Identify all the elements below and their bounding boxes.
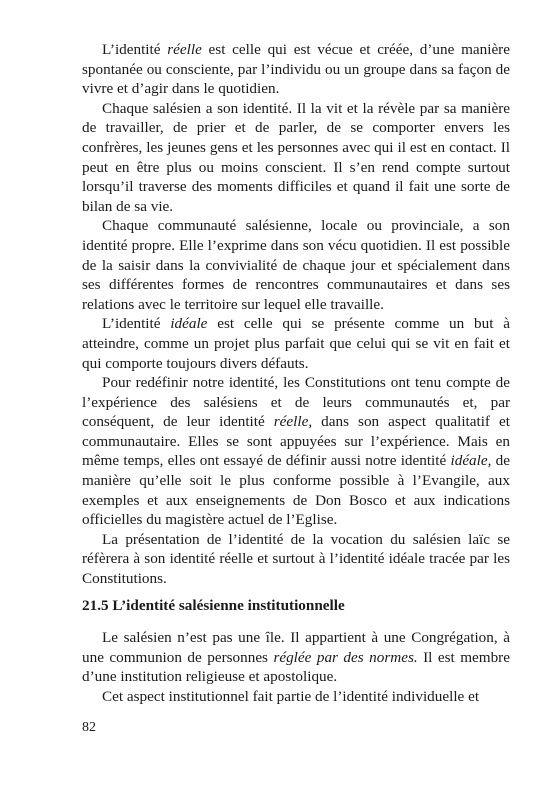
paragraph-ile: Le salésien n’est pas une île. Il appartient à une Congrégation, à une communion de personnes réglée par des normes. Il est membre d’une institution religieuse et apostolique. xyxy=(82,629,510,686)
paragraph-aspect: Cet aspect institutionnel fait partie de l’identité individuelle et xyxy=(102,687,480,705)
page-number: 82 xyxy=(82,720,96,735)
paragraph-ideale: L’identité idéale est celle qui se présente comme un but à atteindre, comme un projet plus parfait que celui qui se vit en fait et qui comporte toujours divers défauts. xyxy=(82,315,510,372)
section-heading: 21.5 L’identité salésienne institutionnelle xyxy=(82,597,345,614)
paragraph-constitutions: Pour redéfinir notre identité, les Constitutions ont tenu compte de l’expérience des salésiens et de leurs communautés et, par conséquent, de leur identité réelle, dans son aspect qualitatif et communautaire. Elles se sont appuyées sur l’expérience. Mais en même temps, elles ont essayé de définir aussi notre identité idéale, de manière qu’elle soit le plus conforme possible à l’Evangile, aux exemples et aux enseignements de Don Bosco et aux indications officielles du magistère actuel de l’Eglise. xyxy=(82,374,510,529)
paragraph-presentation: La présentation de l’identité de la vocation du salésien laïc se réfèrera à son identité réelle et surtout à l’identité idéale tracée par les Constitutions. xyxy=(82,530,510,588)
body-text-2 xyxy=(82,628,510,706)
paragraph-salesien: Chaque salésien a son identité. Il la vit et la révèle par sa manière de travailler, de prier et de parler, de se comporter envers les confrères, les jeunes gens et les personnes avec qui il est en contact. Il peut en être plus ou moins conscient. Il s’en rend compte surtout lorsqu’il traverse des moments difficiles et quand il fait une sorte de bilan de sa vie. xyxy=(82,99,510,215)
body-text xyxy=(82,40,510,589)
paragraph-reelle: L’identité réelle est celle qui est vécue et créée, d’une manière spontanée ou consciente, par l’individu ou un groupe dans sa façon de vivre et d’agir dans le quotidien. xyxy=(82,41,510,98)
paragraph-communaute: Chaque communauté salésienne, locale ou provinciale, a son identité propre. Elle l’exprime dans son vécu quotidien. Il est possible de la saisir dans la convivialité de chaque jour et spécialement dans ses différentes formes de rencontres communautaires et dans ses relations avec le territoire sur lequel elle travaille. xyxy=(82,217,510,313)
